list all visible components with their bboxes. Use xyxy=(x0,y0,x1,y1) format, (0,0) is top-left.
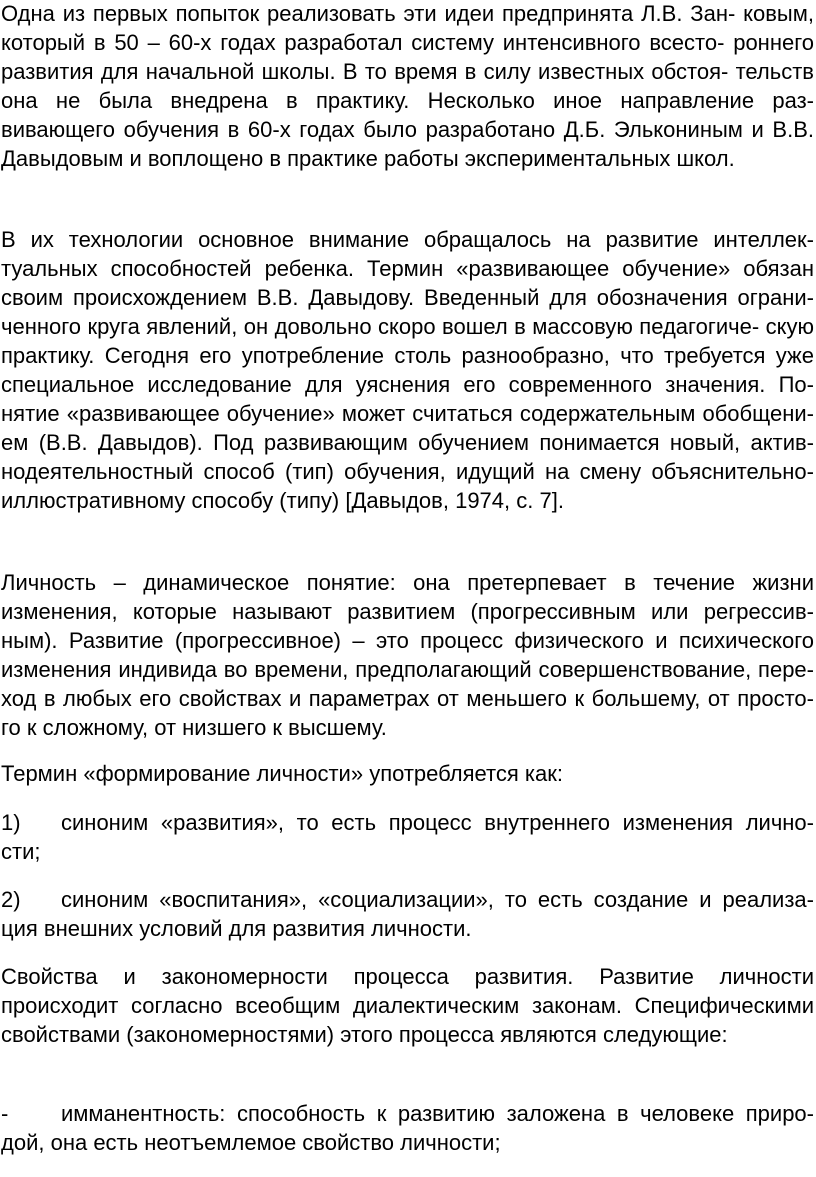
list-item xyxy=(1,808,814,866)
list-item-text: синоним «воспитания», «социализации», то есть создание и реализа- ция внешних условий для развития личности. xyxy=(1,887,814,941)
list-marker: 1) xyxy=(1,810,21,835)
paragraph: Свойства и закономерности процесса развития. Развитие личности происходит согласно всеобщим диалектическим законам. Специфическими свойствами (закономерностями) этого процесса являются следующие: xyxy=(1,964,814,1047)
list-item-text: имманентность: способность к развитию заложена в человеке приро- дой, она есть неотъемлемое свойство личности; xyxy=(1,1101,814,1155)
paragraph: В их технологии основное внимание обращалось на развитие интеллек- туальных способностей ребенка. Термин «развивающее обучение» обязан своим происхождением В.В. Давыдову. Введенный для обозначения ограни- ченного круга явлений, он довольно скоро вошел в массовую педагогиче- скую практику. Сегодня его употребление столь разнообразно, что требуется уже специальное исследование для уяснения его современного значения. По- нятие «развивающее обучение» может считаться содержательным обобщени- ем (В.В. Давыдов). Под развивающим обучением понимается новый, актив- нодеятельностный способ (тип) обучения, идущий на смену объяснительно- иллюстративному способу (типу) [Давыдов, 1974, с. 7]. xyxy=(1,227,814,513)
list-item xyxy=(1,885,814,943)
list-marker: 2) xyxy=(1,887,21,912)
paragraph: Одна из первых попыток реализовать эти идеи предпринята Л.В. Зан- ковым, который в 50 – 60-х годах разработал систему интенсивного всесто- роннего развития для начальной школы. В то время в силу известных обстоя- тельств она не была внедрена в практику. Несколько иное направление раз- вивающего обучения в 60-х годах было разработано Д.Б. Элькониным и В.В. Давыдовым и воплощено в практике работы экспериментальных школ. xyxy=(1,1,814,171)
list-item-text: синоним «развития», то есть процесс внутреннего изменения лично- сти; xyxy=(1,810,814,864)
paragraph: Личность – динамическое понятие: она претерпевает в течение жизни изменения, которые называют развитием (прогрессивным или регрессив- ным). Развитие (прогрессивное) – это процесс физического и психического изменения индивида во времени, предполагающий совершенствование, пере- ход в любых его свойствах и параметрах от меньшего к большему, от просто- го к сложному, от низшего к высшему. xyxy=(1,570,814,740)
list-item xyxy=(1,1099,814,1157)
list-marker: - xyxy=(1,1101,9,1126)
paragraph: Термин «формирование личности» употребляется как: xyxy=(1,761,563,786)
